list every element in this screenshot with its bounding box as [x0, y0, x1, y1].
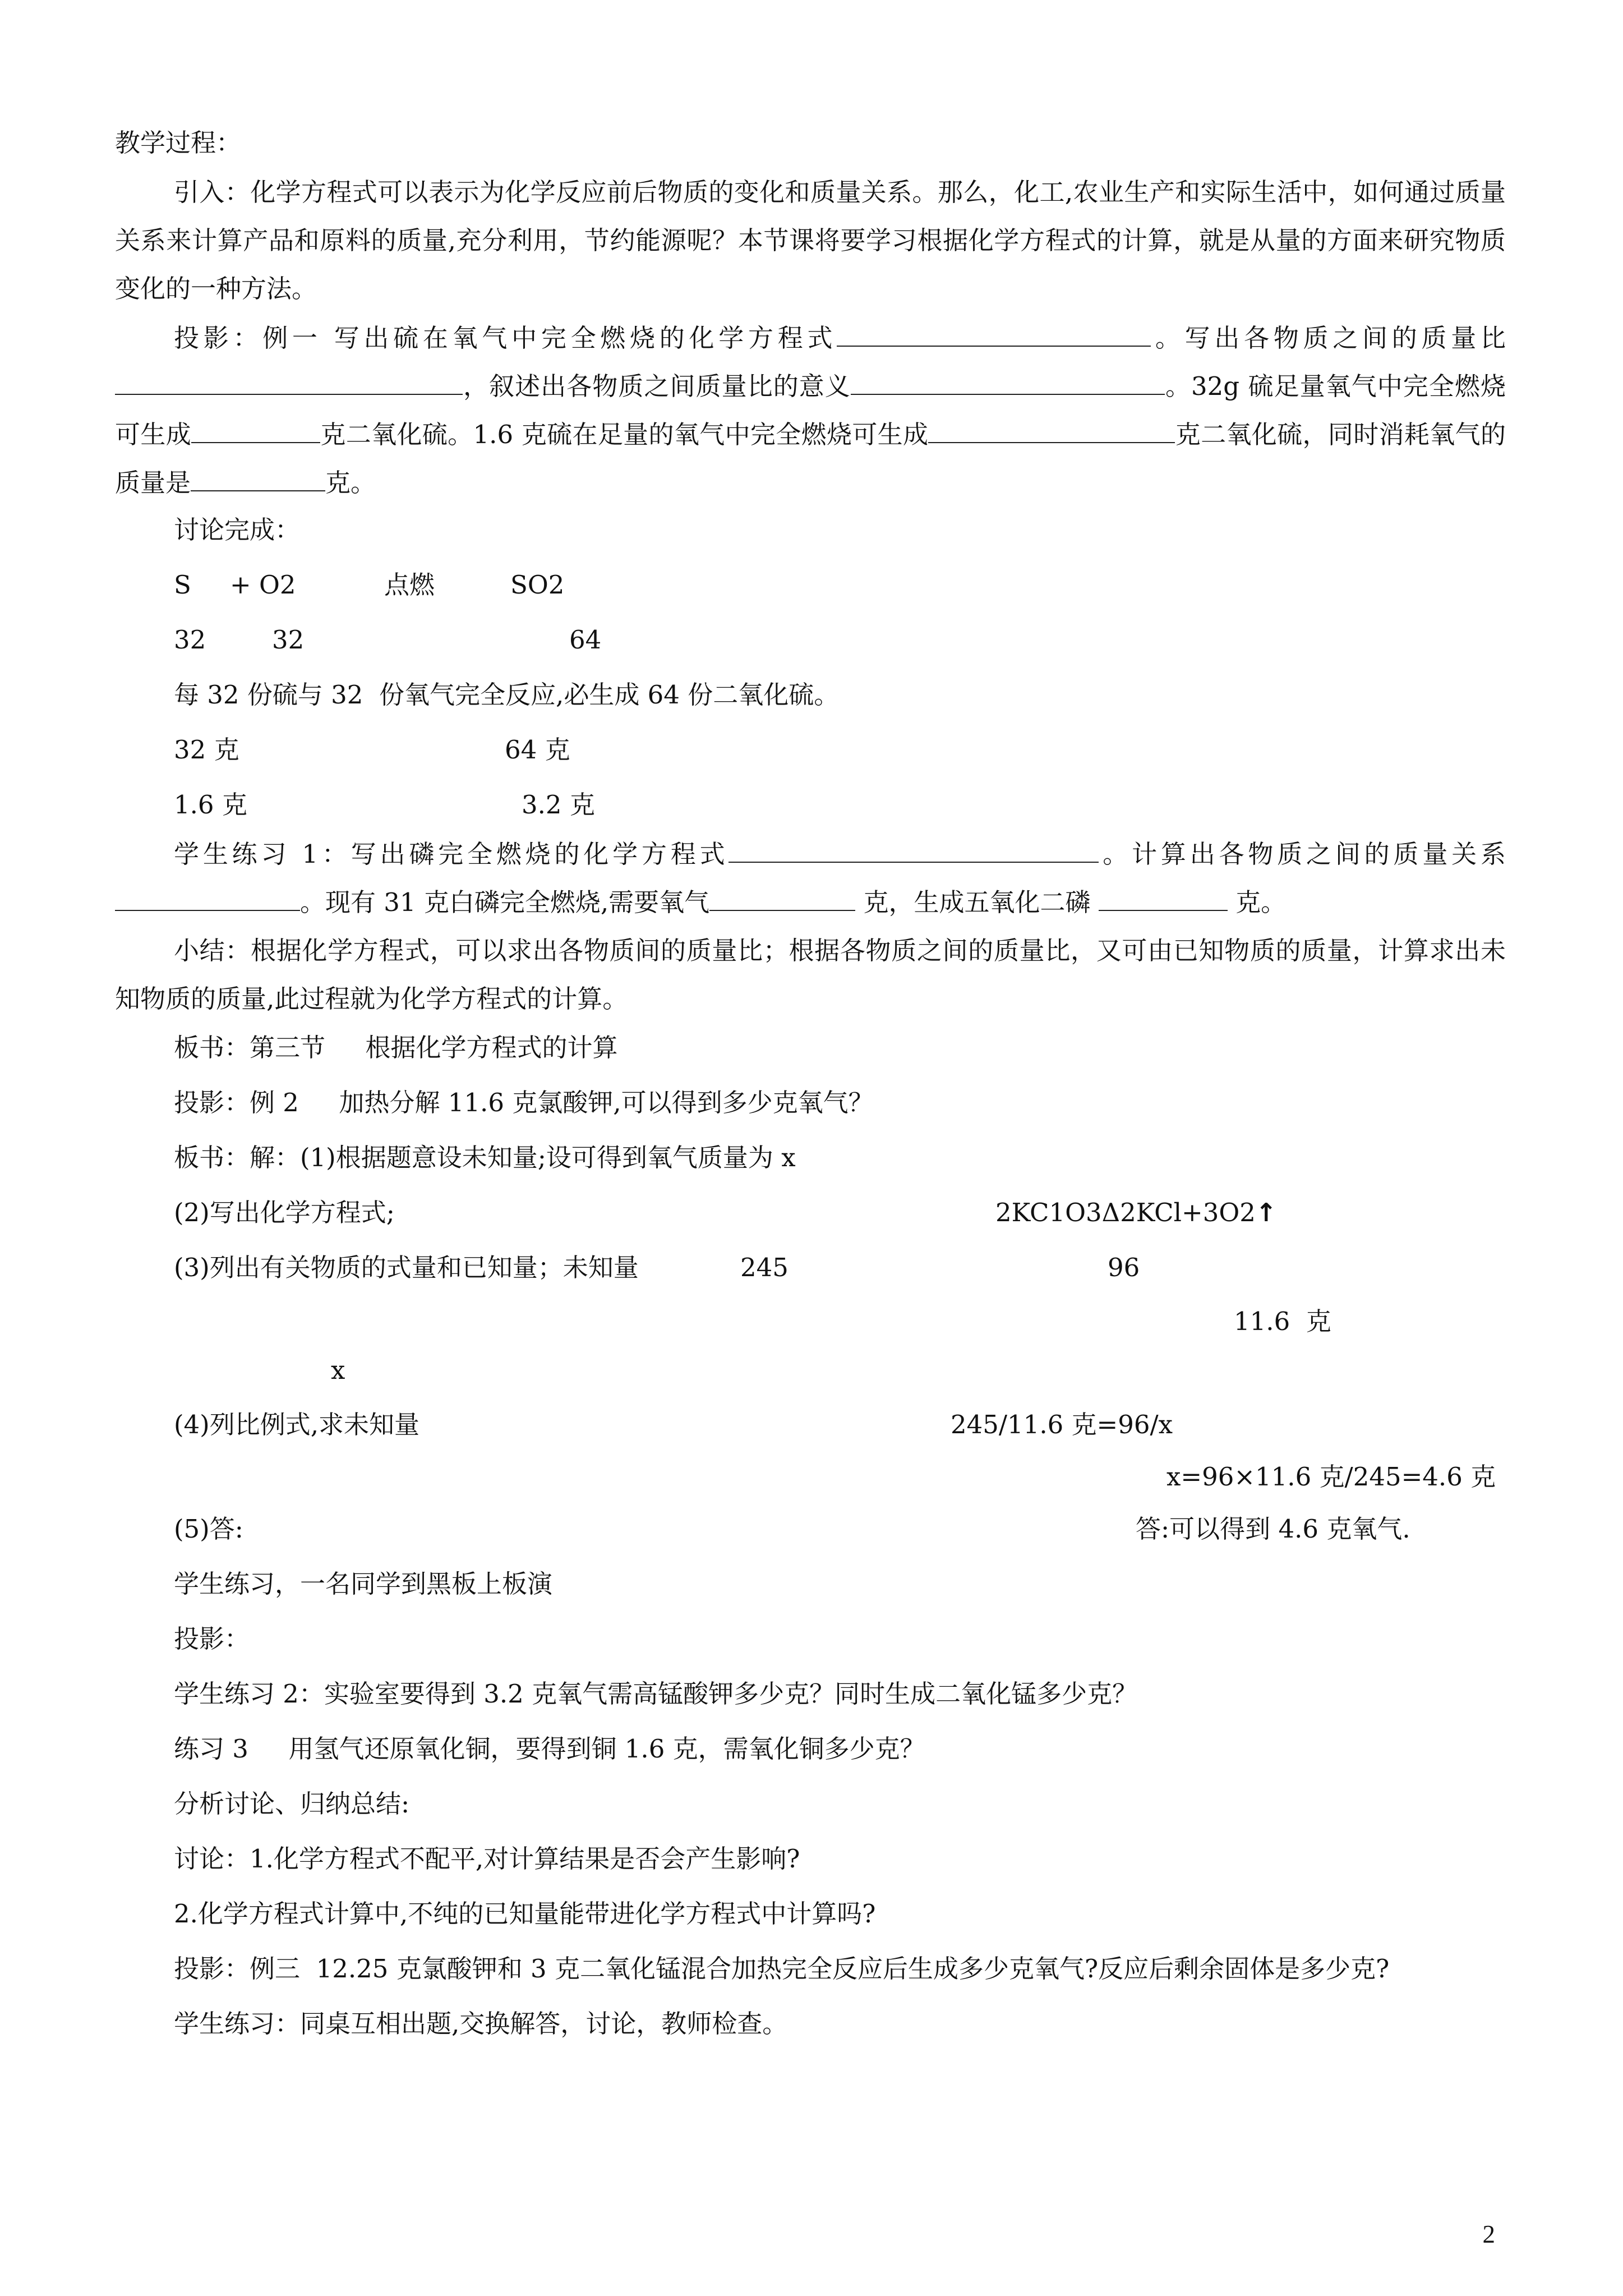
example1-text-2: 。写出各物质之间的质量比	[1151, 323, 1506, 353]
row16-right: 3.2 克	[522, 790, 595, 820]
analysis-label: 分析讨论、归纳总结:	[174, 1789, 410, 1819]
example1-text-6: 克二氧化硫，同时消耗氧气的质量是	[115, 420, 1506, 498]
solution-step5: (5)答:	[174, 1514, 243, 1544]
example2: 投影：例 2 加热分解 11.6 克氯酸钾,可以得到多少克氧气？	[174, 1088, 874, 1117]
equation-o2: + O2	[230, 570, 296, 600]
solution-step4-result: x=96×11.6 克/245=4.6 克	[1166, 1462, 1496, 1492]
mass-so2: 64	[569, 625, 602, 655]
blank-mass-relation	[115, 891, 300, 911]
blank-ratio-meaning	[851, 375, 1165, 395]
gas-arrow-icon: ↑	[1255, 1198, 1277, 1227]
solution-step4: (4)列比例式,求未知量	[174, 1410, 420, 1439]
projection-label: 投影：	[174, 1624, 250, 1654]
example3: 投影：例三 12.25 克氯酸钾和 3 克二氧化锰混合加热完全反应后生成多少克氧气?反应后剩余固体是多少克?	[174, 1954, 1390, 1984]
solution-step2: (2)写出化学方程式;	[174, 1198, 395, 1227]
example1-text-5: 克二氧化硫。1.6 克硫在足量的氧气中完全燃烧可生成	[320, 420, 929, 449]
exercise1-text-2: 。计算出各物质之间的质量关系	[1099, 839, 1506, 869]
example1-text-3: ，叙述出各物质之间质量比的意义	[463, 371, 851, 401]
example1-text-1: 投影：例一 写出硫在氧气中完全燃烧的化学方程式	[174, 323, 837, 353]
equation-s: S	[174, 570, 191, 600]
equation-products: 2KCl+3O2	[1120, 1198, 1256, 1227]
discussion1: 讨论：1.化学方程式不配平,对计算结果是否会产生影响?	[174, 1844, 800, 1874]
discuss-label: 讨论完成：	[174, 515, 301, 545]
blank-p2o5-mass	[1099, 891, 1228, 911]
solution-step4-proportion: 245/11.6 克=96/x	[951, 1410, 1173, 1439]
exercise1-text-3: 。现有 31 克白磷完全燃烧,需要氧气	[300, 887, 710, 917]
summary-paragraph: 小结：根据化学方程式，可以求出各物质间的质量比；根据各物质之间的质量比，又可由已知物质的质量，计算求出未知物质的质量,此过程就为化学方程式的计算。	[115, 936, 1506, 1014]
equation-condition: 点燃	[384, 570, 435, 600]
mass-s: 32	[174, 625, 206, 655]
blank-oxygen-needed	[709, 891, 855, 911]
board-practice: 学生练习，一名同学到黑板上板演	[174, 1569, 553, 1599]
blank-so2-mass-2	[928, 423, 1175, 443]
solution-step1: 板书：解：(1)根据题意设未知量;设可得到氧气质量为 x	[174, 1143, 796, 1172]
page-number: 2	[1482, 2220, 1495, 2248]
row16-left: 1.6 克	[174, 790, 247, 820]
example1-paragraph	[115, 314, 1506, 507]
solution-step3-known: 11.6 克	[1234, 1306, 1331, 1336]
intro-paragraph: 引入：化学方程式可以表示为化学反应前后物质的变化和质量关系。那么，化工,农业生产和实际生活中，如何通过质量关系来计算产品和原料的质量,充分利用，节约能源呢？本节课将要学习根据化学方程式的计算，就是从量的方面来研究物质变化的一种方法。	[115, 177, 1506, 303]
ratio-sentence: 每 32 份硫与 32 份氧气完全反应,必生成 64 份二氧化硫。	[174, 680, 840, 710]
blank-phosphorus-equation	[728, 843, 1099, 863]
exercise2: 学生练习 2：实验室要得到 3.2 克氧气需高锰酸钾多少克？同时生成二氧化锰多少克？	[174, 1679, 1138, 1709]
row32-left: 32 克	[174, 735, 239, 765]
blank-equation	[837, 326, 1151, 347]
example1-text-7: 克。	[325, 468, 376, 498]
blank-mass-ratio	[115, 375, 463, 395]
blank-so2-mass	[191, 423, 320, 443]
exercise3: 练习 3 用氢气还原氧化铜，要得到铜 1.6 克，需氧化铜多少克？	[174, 1734, 925, 1764]
row32-right: 64 克	[505, 735, 570, 765]
exercise1-text-4: 克，生成五氧化二磷	[855, 887, 1099, 917]
solution-step5-answer: 答:可以得到 4.6 克氧气.	[1136, 1514, 1410, 1544]
equation-reactant: 2KC1O3	[995, 1198, 1102, 1227]
solution-step3: (3)列出有关物质的式量和已知量；未知量	[174, 1253, 639, 1282]
discussion2: 2.化学方程式计算中,不纯的已知量能带进化学方程式中计算吗?	[174, 1899, 876, 1929]
example1-text-4: 。32g 硫足量氧气中完全燃烧可生成	[115, 371, 1506, 449]
solution-step3-245: 245	[740, 1253, 789, 1282]
exercise1-text-1: 学生练习 1：写出磷完全燃烧的化学方程式	[174, 839, 729, 869]
section-heading: 教学过程：	[115, 128, 242, 158]
heat-symbol: Δ	[1101, 1198, 1121, 1227]
solution-step2-equation	[995, 1189, 1277, 1237]
exercise1-paragraph	[115, 830, 1506, 927]
peer-exercise: 学生练习：同桌互相出题,交换解答，讨论，教师检查。	[174, 2009, 788, 2039]
mass-o2: 32	[272, 625, 305, 655]
blank-oxygen-mass	[191, 471, 325, 491]
solution-step3-96: 96	[1108, 1253, 1140, 1282]
board-title: 板书：第三节 根据化学方程式的计算	[174, 1033, 618, 1062]
exercise1-text-5: 克。	[1227, 887, 1287, 917]
solution-step3-unknown: x	[331, 1355, 345, 1385]
equation-so2: SO2	[510, 570, 565, 600]
